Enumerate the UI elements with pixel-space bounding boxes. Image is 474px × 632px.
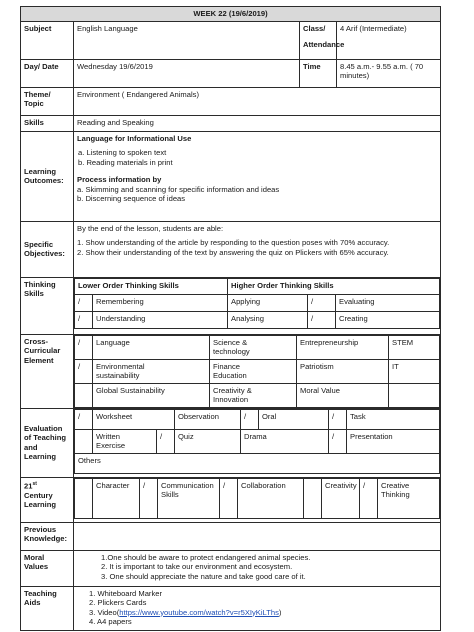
environment-check: / bbox=[75, 359, 93, 383]
outcome-b1: b. Reading materials in print bbox=[78, 157, 173, 167]
subject-value: English Language bbox=[74, 21, 300, 59]
moral-label bbox=[21, 550, 74, 586]
lesson-plan bbox=[20, 6, 440, 631]
century-character: Character bbox=[93, 478, 140, 518]
eval-written-line2: Exercise bbox=[96, 441, 126, 450]
cce-science bbox=[210, 335, 297, 359]
century-comm-line2: Skills bbox=[161, 490, 179, 499]
higher-order-heading: Higher Order Thinking Skills bbox=[228, 278, 440, 294]
eval-observation: Observation bbox=[175, 409, 241, 429]
lower-order-heading: Lower Order Thinking Skills bbox=[75, 278, 228, 294]
outcomes-row bbox=[21, 131, 441, 221]
cce-science-line2: technology bbox=[213, 347, 250, 356]
previous-label bbox=[21, 522, 74, 550]
evaluation-row bbox=[21, 408, 441, 477]
cce-creativity-line2: Innovation bbox=[213, 395, 249, 404]
eval-drama: Drama bbox=[241, 429, 329, 453]
evaluation-label-line2: of Teaching bbox=[24, 433, 67, 442]
century-grid bbox=[74, 478, 440, 519]
aid-3-suffix: ) bbox=[278, 607, 282, 617]
cce-creativity-line1: Creativity & bbox=[213, 385, 252, 395]
evaluation-label-line3: and bbox=[24, 442, 38, 452]
critical-check: / bbox=[360, 478, 378, 518]
presentation-check: / bbox=[329, 429, 347, 453]
cce-label bbox=[21, 334, 74, 408]
cce-it: IT bbox=[389, 359, 440, 383]
century-label-sup: st bbox=[32, 480, 37, 487]
class-label-line2: Attendance bbox=[303, 40, 345, 49]
century-communication bbox=[158, 478, 220, 518]
eval-task: Task bbox=[347, 409, 440, 429]
task-check: / bbox=[329, 409, 347, 429]
evaluation-grid-cell bbox=[74, 408, 441, 477]
creating-check: / bbox=[308, 311, 336, 328]
theme-label bbox=[21, 87, 74, 115]
thinking-grid bbox=[74, 278, 440, 329]
outcomes-label bbox=[21, 131, 74, 221]
day-label: Day/ Date bbox=[21, 59, 74, 87]
skills-label: Skills bbox=[21, 115, 74, 131]
cce-empty bbox=[389, 383, 440, 407]
evaluation-label bbox=[21, 408, 74, 477]
creativity-check bbox=[304, 478, 322, 518]
moral-row bbox=[21, 550, 441, 586]
moral-1: 1.One should be aware to protect endangered animal species. bbox=[101, 552, 311, 562]
century-grid-cell bbox=[74, 477, 441, 522]
previous-label-line2: Knowledge: bbox=[24, 534, 68, 543]
eval-others: Others bbox=[75, 453, 440, 473]
outcomes-heading-1: Language for Informational Use bbox=[77, 133, 192, 143]
outcomes-heading-2: Process information by bbox=[77, 175, 162, 184]
cce-finance bbox=[210, 359, 297, 383]
aids-row bbox=[21, 586, 441, 630]
aid-1: 1. Whiteboard Marker bbox=[89, 588, 163, 598]
previous-value bbox=[74, 522, 441, 550]
evaluating-check: / bbox=[308, 294, 336, 311]
time-label: Time bbox=[300, 59, 337, 87]
outcome-a2: a. Skimming and scanning for specific information and ideas bbox=[77, 184, 280, 194]
theme-row bbox=[21, 87, 441, 115]
day-row bbox=[21, 59, 441, 87]
cce-patriotism: Patriotism bbox=[297, 359, 389, 383]
theme-label-line2: Topic bbox=[24, 99, 44, 108]
thinking-label bbox=[21, 277, 74, 334]
century-critical bbox=[378, 478, 440, 518]
week-header-row bbox=[21, 7, 441, 22]
week-header: WEEK 22 (19/6/2019) bbox=[21, 7, 441, 22]
cce-label-line3: Element bbox=[24, 355, 54, 365]
class-label bbox=[300, 21, 345, 59]
aids-label-line2: Aids bbox=[24, 598, 41, 607]
applying: Applying bbox=[228, 294, 308, 311]
cce-finance-line1: Finance bbox=[213, 361, 241, 371]
eval-presentation: Presentation bbox=[347, 429, 440, 453]
eval-worksheet: Worksheet bbox=[93, 409, 175, 429]
comm-check: / bbox=[140, 478, 158, 518]
century-comm-line1: Communication bbox=[161, 480, 214, 490]
aid-3-prefix: 3. Video( bbox=[89, 607, 120, 617]
creating: Creating bbox=[336, 311, 440, 328]
century-label bbox=[21, 477, 74, 522]
thinking-row bbox=[21, 277, 441, 334]
cce-entrepreneurship: Entrepreneurship bbox=[297, 335, 389, 359]
eval-written bbox=[93, 429, 157, 453]
outcomes-label-line2: Outcomes: bbox=[24, 176, 64, 185]
understanding-check: / bbox=[75, 311, 93, 328]
cce-moral: Moral Value bbox=[297, 383, 389, 407]
theme-value: Environment ( Endangered Animals) bbox=[74, 87, 441, 115]
time-value: 8.45 a.m.- 9.55 a.m. ( 70 minutes) bbox=[337, 59, 441, 87]
thinking-grid-cell bbox=[74, 277, 441, 334]
moral-2: 2. It is important to take our environment and ecosystem. bbox=[101, 562, 293, 571]
objectives-label-line1: Specific bbox=[24, 239, 54, 249]
thinking-label-line1: Thinking bbox=[24, 279, 56, 289]
worksheet-check: / bbox=[75, 409, 93, 429]
aids-label-line1: Teaching bbox=[24, 588, 57, 598]
outcome-b2: b. Discerning sequence of ideas bbox=[77, 194, 186, 203]
character-check bbox=[75, 478, 93, 518]
moral-content bbox=[74, 550, 441, 586]
eval-written-line1: Written bbox=[96, 431, 120, 441]
remembering: Remembering bbox=[93, 294, 228, 311]
evaluation-grid bbox=[74, 409, 440, 474]
subject-label: Subject bbox=[21, 21, 74, 59]
oral-check: / bbox=[241, 409, 259, 429]
video-link[interactable]: https://www.youtube.com/watch?v=r5XIyKiLThs bbox=[119, 607, 279, 617]
moral-3: 3. One should appreciate the nature and take good care of it. bbox=[101, 571, 306, 581]
cce-label-line2: Curricular bbox=[24, 346, 61, 355]
previous-row bbox=[21, 522, 441, 550]
cce-env-line1: Environmental bbox=[96, 361, 145, 371]
evaluating: Evaluating bbox=[336, 294, 440, 311]
evaluation-label-line1: Evaluation bbox=[24, 423, 63, 433]
objective-2: 2. Show their understanding of the text by answering the quiz on Plickers with 65% accuracy. bbox=[77, 247, 389, 257]
objective-1: 1. Show understanding of the article by responding to the question poses with 70% accuracy. bbox=[77, 238, 390, 247]
previous-label-line1: Previous bbox=[24, 524, 57, 534]
century-critical-line1: Creative bbox=[381, 480, 410, 490]
quiz-check: / bbox=[157, 429, 175, 453]
remembering-check: / bbox=[75, 294, 93, 311]
eval-quiz: Quiz bbox=[175, 429, 241, 453]
cce-row bbox=[21, 334, 441, 408]
skills-row bbox=[21, 115, 441, 131]
subject-row bbox=[21, 21, 441, 59]
century-label-line3: Learning bbox=[24, 500, 57, 510]
objectives-intro: By the end of the lesson, students are able: bbox=[77, 223, 224, 233]
century-creativity: Creativity bbox=[322, 478, 360, 518]
objectives-content bbox=[74, 221, 441, 277]
eval-oral: Oral bbox=[259, 409, 329, 429]
understanding: Understanding bbox=[93, 311, 228, 328]
objectives-label-line2: Objectives: bbox=[24, 249, 65, 258]
aid-2: 2. Plickers Cards bbox=[89, 598, 147, 607]
moral-label-line1: Moral bbox=[24, 552, 45, 562]
objectives-row bbox=[21, 221, 441, 277]
century-label-line2: Century bbox=[24, 490, 53, 500]
century-row bbox=[21, 477, 441, 522]
written-check bbox=[75, 429, 93, 453]
cce-env-line2: sustainability bbox=[96, 371, 140, 380]
evaluation-label-line4: Learning bbox=[24, 452, 57, 461]
cce-science-line1: Science & bbox=[213, 337, 248, 347]
aids-label bbox=[21, 586, 74, 630]
theme-label-line1: Theme/ bbox=[24, 89, 51, 99]
language-check: / bbox=[75, 335, 93, 359]
cce-global: Global Sustainability bbox=[93, 383, 210, 407]
lesson-plan-table bbox=[20, 6, 441, 631]
objectives-label bbox=[21, 221, 74, 277]
global-check bbox=[75, 383, 93, 407]
thinking-label-line2: Skills bbox=[24, 289, 44, 298]
day-value: Wednesday 19/6/2019 bbox=[74, 59, 300, 87]
aid-4: 4. A4 papers bbox=[89, 617, 132, 626]
century-collaboration: Collaboration bbox=[238, 478, 304, 518]
cce-grid bbox=[74, 335, 440, 408]
cce-environment bbox=[93, 359, 210, 383]
outcomes-content bbox=[74, 131, 441, 221]
cce-creativity bbox=[210, 383, 297, 407]
moral-label-line2: Values bbox=[24, 562, 49, 571]
skills-value: Reading and Speaking bbox=[74, 115, 441, 131]
class-label-line1: Class/ bbox=[303, 23, 326, 33]
cce-grid-cell bbox=[74, 334, 441, 408]
class-value: 4 Arif (Intermediate) bbox=[337, 21, 441, 59]
aids-content bbox=[74, 586, 441, 630]
cce-stem: STEM bbox=[389, 335, 440, 359]
century-label-num: 21 bbox=[24, 481, 33, 491]
cce-language: Language bbox=[93, 335, 210, 359]
outcomes-label-line1: Learning bbox=[24, 166, 57, 176]
outcome-a1: a. Listening to spoken text bbox=[78, 148, 167, 157]
collab-check: / bbox=[220, 478, 238, 518]
century-critical-line2: Thinking bbox=[381, 490, 410, 499]
aid-3 bbox=[77, 608, 437, 618]
cce-label-line1: Cross- bbox=[24, 336, 49, 346]
cce-finance-line2: Education bbox=[213, 371, 247, 380]
analysing: Analysing bbox=[228, 311, 308, 328]
